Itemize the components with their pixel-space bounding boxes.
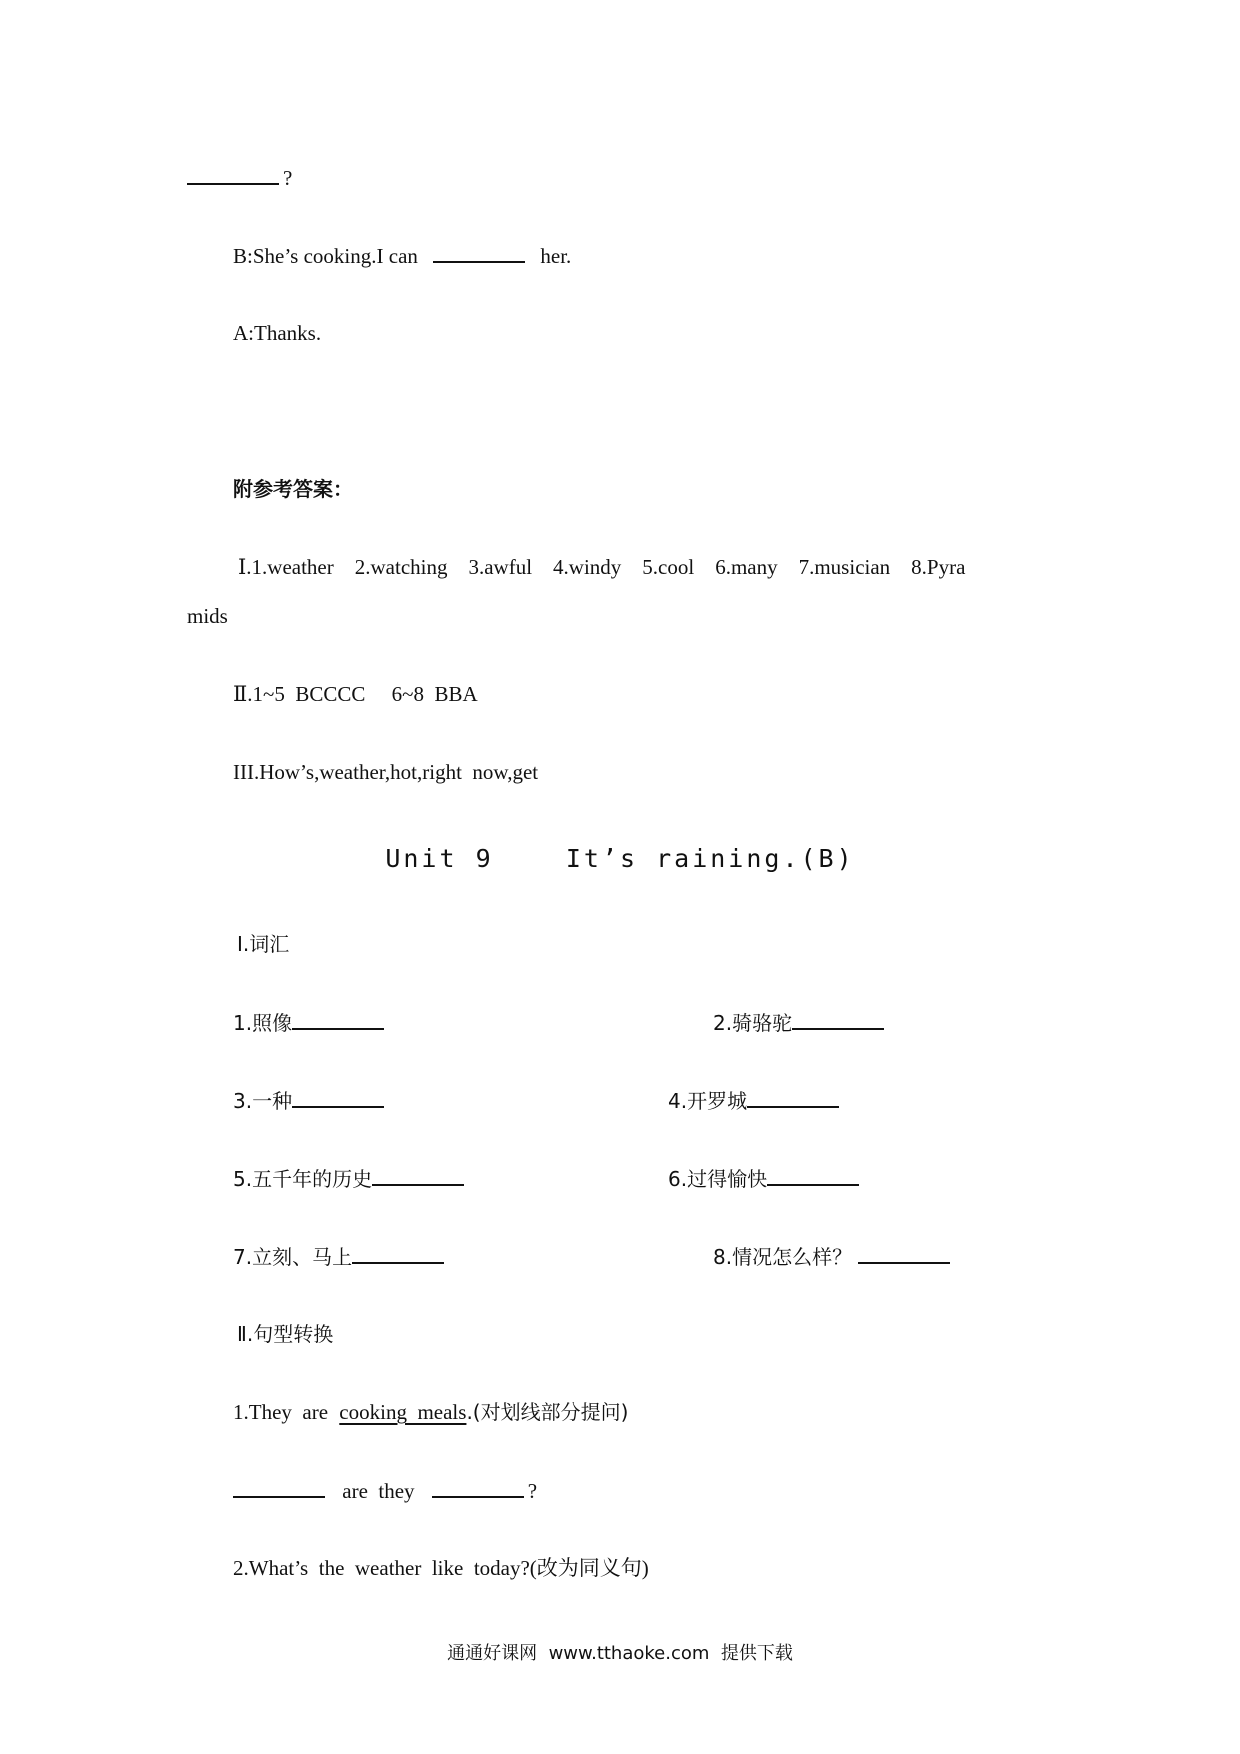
vocab-item-5	[233, 1164, 468, 1193]
q1-start: 1.They are	[233, 1400, 329, 1424]
answers-part1-line2: mids	[187, 604, 228, 628]
answer-blank[interactable]	[432, 1476, 524, 1498]
transform-question-1	[233, 1398, 628, 1426]
answers-heading: 附参考答案：	[233, 477, 353, 501]
q1-answer-words: are they	[342, 1479, 415, 1503]
vocab-item-7	[233, 1242, 448, 1271]
answers-part3: III.How’s,weather,hot,right now,get	[233, 760, 539, 784]
vocab-item-8	[713, 1242, 954, 1271]
vocab-label: 1.照像	[233, 1011, 293, 1035]
vocab-item-4	[668, 1086, 843, 1115]
section1-heading: Ⅰ.词汇	[237, 932, 290, 956]
q1-underlined-phrase: cooking meals	[339, 1400, 467, 1424]
dialog-line-a: A:Thanks.	[233, 321, 322, 345]
vocab-item-1	[233, 1008, 388, 1037]
answers-part2: Ⅱ.1~5 BCCCC 6~8 BBA	[233, 682, 478, 706]
page-footer: 通通好课网 www.tthaoke.com 提供下载	[447, 1643, 793, 1664]
question-mark: ?	[527, 1479, 538, 1503]
answer-blank[interactable]	[858, 1242, 950, 1264]
q1-instruction: .(对划线部分提问)	[466, 1400, 629, 1424]
answer-blank[interactable]	[292, 1008, 384, 1030]
answer-blank[interactable]	[433, 241, 525, 263]
vocab-label: 3.一种	[233, 1089, 293, 1113]
answer-blank[interactable]	[187, 163, 279, 185]
transform-answer-1	[233, 1476, 537, 1505]
answer-blank[interactable]	[233, 1476, 325, 1498]
vocab-item-3	[233, 1086, 388, 1115]
transform-question-2: 2.What’s the weather like today?(改为同义句)	[233, 1556, 649, 1580]
vocab-label: 8.情况怎么样？	[713, 1245, 853, 1269]
unit-title: Unit 9 It’s raining.(B)	[385, 844, 855, 873]
answer-blank[interactable]	[372, 1164, 464, 1186]
dialog-line-1	[187, 163, 292, 192]
vocab-label: 5.五千年的历史	[233, 1167, 373, 1191]
dialog-b-text: B:She’s cooking.I can	[233, 244, 418, 268]
answer-blank[interactable]	[767, 1164, 859, 1186]
vocab-label: 4.开罗城	[668, 1089, 748, 1113]
vocab-label: 2.骑骆驼	[713, 1011, 793, 1035]
vocab-label: 6.过得愉快	[668, 1167, 768, 1191]
answer-blank[interactable]	[792, 1008, 884, 1030]
vocab-item-6	[668, 1164, 863, 1193]
answer-blank[interactable]	[292, 1086, 384, 1108]
question-mark: ?	[283, 166, 293, 190]
vocab-item-2	[713, 1008, 888, 1037]
answer-blank[interactable]	[747, 1086, 839, 1108]
answer-blank[interactable]	[352, 1242, 444, 1264]
dialog-line-b	[233, 241, 571, 270]
vocab-label: 7.立刻、马上	[233, 1245, 353, 1269]
dialog-b-end: her.	[540, 244, 572, 268]
section2-heading: Ⅱ.句型转换	[237, 1322, 334, 1346]
answers-part1-line1: Ⅰ.1.weather 2.watching 3.awful 4.windy 5.cool 6.many 7.musician 8.Pyra	[238, 555, 966, 579]
